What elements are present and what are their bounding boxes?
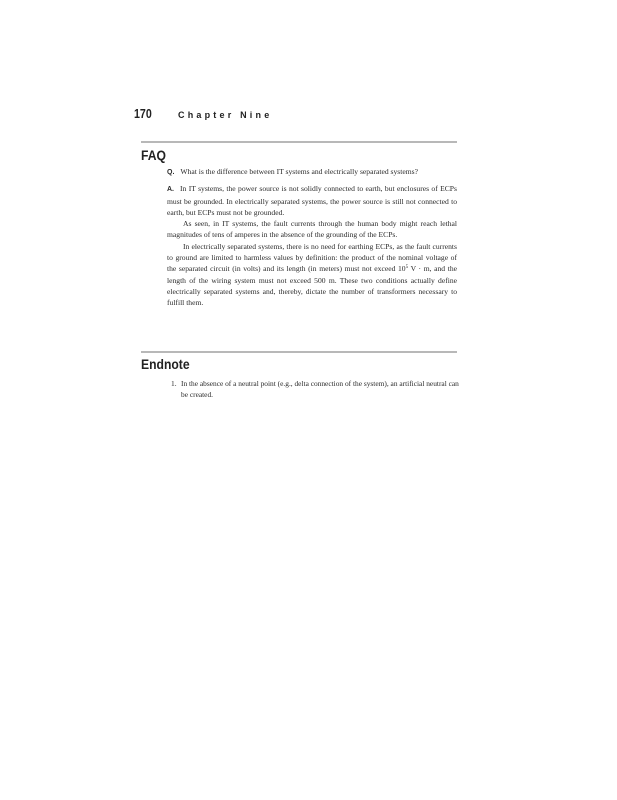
chapter-title: Chapter Nine (178, 110, 273, 120)
faq-section-rule (141, 141, 457, 143)
answer-text-1: In IT systems, the power source is not solidly connected to earth, but enclosures of ECPs must be grounded. In electrically separated systems, the power source is still not connected to earth, but ECPs must not be grounded. (167, 184, 457, 217)
faq-question (167, 166, 457, 178)
endnote-heading: Endnote (141, 357, 190, 372)
endnote-section-rule (141, 351, 457, 353)
faq-answer-paragraph-3 (167, 241, 457, 309)
page-number: 170 (134, 106, 152, 121)
faq-answer-paragraph-2: As seen, in IT systems, the fault currents through the human body might reach lethal magnitudes of tens of amperes in the absence of the grounding of the ECPs. (167, 219, 457, 240)
endnote-number: 1. (171, 379, 177, 388)
endnote-text: In the absence of a neutral point (e.g., delta connection of the system), an artificial neutral can be created. (181, 379, 459, 400)
faq-body (167, 166, 457, 309)
exponent: 5 (405, 265, 409, 271)
endnote-item (171, 378, 461, 400)
question-text: What is the difference between IT systems and electrically separated systems? (180, 167, 418, 176)
faq-heading: FAQ (141, 148, 166, 163)
endnote-list (171, 378, 461, 400)
answer-text-3a: In electrically separated systems, there is no need for earthing ECPs, as the fault currents to ground are limited to harmless values by definition: the product of the nominal voltage of the separated circuit (in volts) and its length (in meters) must not exceed 10 (167, 241, 457, 274)
running-head (134, 106, 272, 121)
answer-label: A. (167, 186, 174, 194)
question-label: Q. (167, 169, 175, 176)
faq-answer-paragraph-1 (167, 183, 457, 218)
answer-text-3b: V · m, and the length of the wiring system must not exceed 500 m. These two conditions actually define electrically separated systems and, thereby, dictate the number of transformers necessary to fulfill them. (167, 264, 457, 308)
